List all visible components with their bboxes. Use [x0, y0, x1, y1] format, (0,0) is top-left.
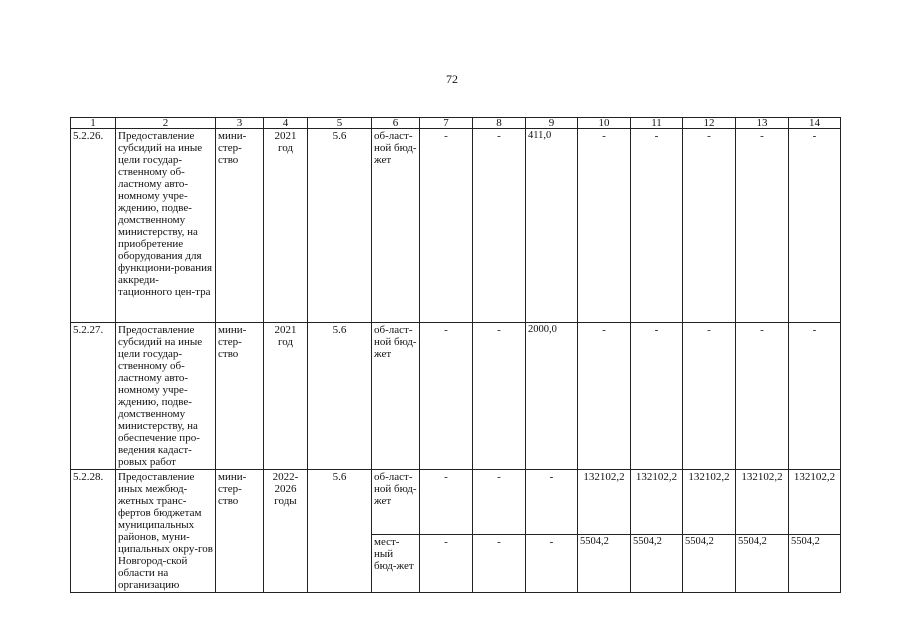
row-value: - — [578, 129, 631, 323]
row-period: 2021 год — [264, 323, 308, 470]
row-value: 5504,2 — [736, 534, 789, 592]
row-value: 5504,2 — [631, 534, 683, 592]
row-source: мест-ный бюд-жет — [372, 534, 420, 592]
header-cell: 8 — [473, 118, 526, 129]
row-value: - — [473, 534, 526, 592]
row-period: 2021 год — [264, 129, 308, 323]
row-value: - — [526, 534, 578, 592]
row-executor: мини-стер-ство — [216, 470, 264, 593]
table-row — [71, 470, 841, 535]
row-value: 132102,2 — [683, 470, 736, 535]
row-value: - — [736, 129, 789, 323]
row-value: 132102,2 — [789, 470, 841, 535]
header-cell: 13 — [736, 118, 789, 129]
row-value: 5504,2 — [683, 534, 736, 592]
row-id: 5.2.27. — [71, 323, 116, 470]
table-row — [71, 323, 841, 470]
row-value: 132102,2 — [631, 470, 683, 535]
row-value: - — [420, 323, 473, 470]
row-value: 5504,2 — [578, 534, 631, 592]
header-cell: 11 — [631, 118, 683, 129]
row-value: - — [420, 534, 473, 592]
row-value: - — [420, 470, 473, 535]
table-row — [71, 129, 841, 323]
header-cell: 5 — [308, 118, 372, 129]
row-task: 5.6 — [308, 129, 372, 323]
row-value: - — [631, 129, 683, 323]
row-value: 5504,2 — [789, 534, 841, 592]
row-executor: мини-стер-ство — [216, 129, 264, 323]
row-value: - — [789, 129, 841, 323]
header-cell: 7 — [420, 118, 473, 129]
row-value: - — [736, 323, 789, 470]
header-cell: 6 — [372, 118, 420, 129]
row-value: - — [578, 323, 631, 470]
table-header-row — [71, 118, 841, 129]
row-period: 2022-2026 годы — [264, 470, 308, 593]
header-cell: 9 — [526, 118, 578, 129]
row-value: - — [473, 470, 526, 535]
row-id: 5.2.28. — [71, 470, 116, 593]
header-cell: 4 — [264, 118, 308, 129]
row-value: - — [789, 323, 841, 470]
row-value: - — [683, 323, 736, 470]
row-description: Предоставление иных межбюд-жетных транс-фертов бюджетам муниципальных районов, муни-ципальных окру-гов Новгород-ской области на организацию — [116, 470, 216, 593]
row-value: 411,0 — [526, 129, 578, 323]
row-value: - — [473, 129, 526, 323]
header-cell: 1 — [71, 118, 116, 129]
row-executor: мини-стер-ство — [216, 323, 264, 470]
row-value: 2000,0 — [526, 323, 578, 470]
row-source: об-ласт-ной бюд-жет — [372, 129, 420, 323]
header-cell: 12 — [683, 118, 736, 129]
header-cell: 2 — [116, 118, 216, 129]
row-task: 5.6 — [308, 470, 372, 593]
row-description: Предоставление субсидий на иные цели государ-ственному об-ластному авто-номному учре-ждению, подве-домственному министерству, на приобретение оборудования для функциони-рования аккреди-тационного цен-тра — [116, 129, 216, 323]
row-value: 132102,2 — [736, 470, 789, 535]
row-description: Предоставление субсидий на иные цели государ-ственному об-ластному авто-номному учре-ждению, подве-домственному министерству, на обеспечение про-ведения кадаст-ровых работ — [116, 323, 216, 470]
page-number: 72 — [446, 72, 458, 86]
program-table — [70, 117, 841, 593]
row-value: 132102,2 — [578, 470, 631, 535]
row-value: - — [526, 470, 578, 535]
row-value: - — [473, 323, 526, 470]
header-cell: 10 — [578, 118, 631, 129]
row-source: об-ласт-ной бюд-жет — [372, 323, 420, 470]
row-value: - — [631, 323, 683, 470]
row-id: 5.2.26. — [71, 129, 116, 323]
row-value: - — [420, 129, 473, 323]
row-value: - — [683, 129, 736, 323]
header-cell: 3 — [216, 118, 264, 129]
row-task: 5.6 — [308, 323, 372, 470]
header-cell: 14 — [789, 118, 841, 129]
row-source: об-ласт-ной бюд-жет — [372, 470, 420, 535]
